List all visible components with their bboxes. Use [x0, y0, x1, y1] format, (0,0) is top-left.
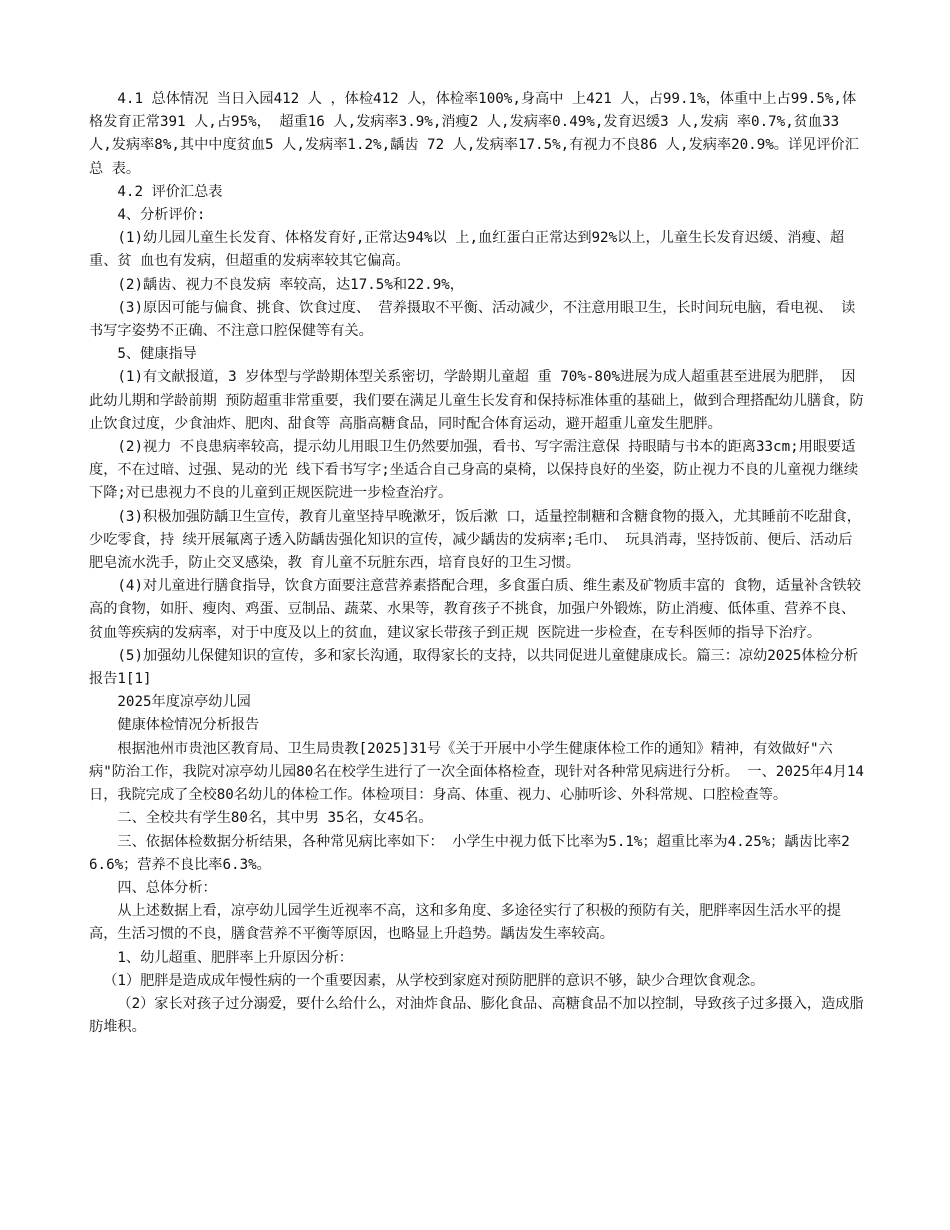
paragraph-overall-analysis: 从上述数据上看，凉亭幼儿园学生近视率不高，这和多角度、多途径实行了积极的预防有关，肥胖率因生活水平的提高，生活习惯的不良，膳食营养不平衡等原因，也略显上升趋势。龋齿发生率较高。 — [89, 903, 841, 943]
paragraph-report-intro: 根据池州市贵池区教育局、卫生局贵教[2025]31号《关于开展中小学生健康体检工作的通知》精神，有效做好"六病"防治工作，我院对凉亭幼儿园80名在校学生进行了一次全面体格检查，现针对各种常见病进行分析。 一、2025年4月14日，我院完成了全校80名幼儿的体检工作。体检项目：身高、体重、视力、心肺听诊、外科常规、口腔检查等。 — [89, 740, 864, 804]
paragraph-analysis-2: (2)龋齿、视力不良发病 率较高，达17.5%和22.9%， — [117, 276, 464, 293]
paragraph-overall-analysis-heading: 四、总体分析： — [117, 879, 217, 896]
paragraph-guidance-3: (3)积极加强防龋卫生宣传，教育儿童坚持早晚漱牙，饭后漱 口，适量控制糖和含糖食物的摄入，尤其睡前不吃甜食，少吃零食，持 续开展氟离子透入防龋齿强化知识的宣传，减少龋齿的发病率;毛巾、 玩具消毒，坚持饭前、便后、活动后肥皂流水洗手，防止交叉感染，教 育儿童不玩脏东西，培育良好的卫生习惯。 — [89, 508, 861, 572]
paragraph-report-title: 健康体检情况分析报告 — [117, 717, 260, 734]
paragraph-analysis-1: (1)幼儿园儿童生长发育、体格发育好,正常达94%以 上,血红蛋白正常达到92%以上，儿童生长发育迟缓、消瘦、超重、贫 血也有发病，但超重的发病率较其它偏高。 — [89, 230, 845, 270]
paragraph-overall-situation: 4.1 总体情况 当日入园412 人 ，体检412 人，体检率100%,身高中 上421 人，占99.1%，体重中上占99.5%,体格发育正常391 人,占95%， 超重16 人,发病率3.9%,消瘦2 人,发病率0.49%,发育迟缓3 人,发病 率0.7%,贫血33 人,发病率8%,其中中度贫血5 人,发病率1.2%,龋齿 72 人,发病率17.5%,有视力不良86 人,发病率20.9%。详见评价汇总 表。 — [89, 91, 859, 177]
paragraph-summary-table-heading: 4.2 评价汇总表 — [117, 183, 223, 200]
document-page — [89, 88, 864, 1039]
paragraph-report-year-title: 2025年度凉亭幼儿园 — [117, 694, 251, 711]
paragraph-analysis-3: (3)原因可能与偏食、挑食、饮食过度、 营养摄取不平衡、活动减少，不注意用眼卫生，长时间玩电脑，看电视、 读书写字姿势不正确、不注意口腔保健等有关。 — [89, 299, 856, 340]
paragraph-analysis-heading: 4、分析评价: — [117, 207, 206, 224]
paragraph-disease-rates: 三、依据体检数据分析结果，各种常见病比率如下： 小学生中视力低下比率为5.1%；超重比率为4.25%；龋齿比率26.6%；营养不良比率6.3%。 — [89, 833, 850, 873]
paragraph-student-count: 二、全校共有学生80名，其中男 35名，女45名。 — [117, 810, 433, 827]
paragraph-guidance-4: (4)对儿童进行膳食指导，饮食方面要注意营养素搭配合理，多食蛋白质、维生素及矿物质丰富的 食物，适量补含铁较高的食物，如肝、瘦肉、鸡蛋、豆制品、蔬菜、水果等，教育孩子不挑食，加强户外锻炼，防止消瘦、低体重、营养不良、 贫血等疾病的发病率，对于中度及以上的贫血，建议家长带孩子到正规 医院进一步检查，在专科医师的指导下治疗。 — [89, 578, 861, 641]
paragraph-guidance-1: (1)有文献报道，3 岁体型与学龄期体型关系密切，学龄期儿童超 重 70%-80%进展为成人超重甚至进展为肥胖， 因此幼儿期和学龄前期 预防超重非常重要，我们要在满足儿童生长发育和保持标准体重的基础上，做到合理搭配幼儿膳食，防止饮食过度，少食油炸、肥肉、甜食等 高脂高糖食品，同时配合体育运动，避开超重儿童发生肥胖。 — [89, 369, 864, 432]
paragraph-obesity-cause-2: （2）家长对孩子过分溺爱，要什么给什么，对油炸食品、膨化食品、高糖食品不加以控制，导致孩子过多摄入，造成脂肪堆积。 — [89, 995, 864, 1036]
paragraph-health-guidance-heading: 5、健康指导 — [117, 346, 197, 363]
paragraph-guidance-5: (5)加强幼儿保健知识的宣传，多和家长沟通，取得家长的支持，以共同促进儿童健康成长。篇三：凉幼2025体检分析报告1[1] — [89, 647, 859, 688]
paragraph-obesity-cause-heading: 1、幼儿超重、肥胖率上升原因分析： — [117, 949, 353, 966]
paragraph-guidance-2: (2)视力 不良患病率较高，提示幼儿用眼卫生仍然要加强，看书、写字需注意保 持眼睛与书本的距离33cm;用眼要适度，不在过暗、过强、晃动的光 线下看书写字;坐适合自己身高的桌椅，以保持良好的坐姿，防止视力不良的儿童视力继续下降;对已患视力不良的儿童到正规医院进一步检查治疗。 — [89, 439, 859, 502]
paragraph-obesity-cause-1: （1）肥胖是造成成年慢性病的一个重要因素，从学校到家庭对预防肥胖的意识不够，缺少合理饮食观念。 — [103, 972, 765, 989]
